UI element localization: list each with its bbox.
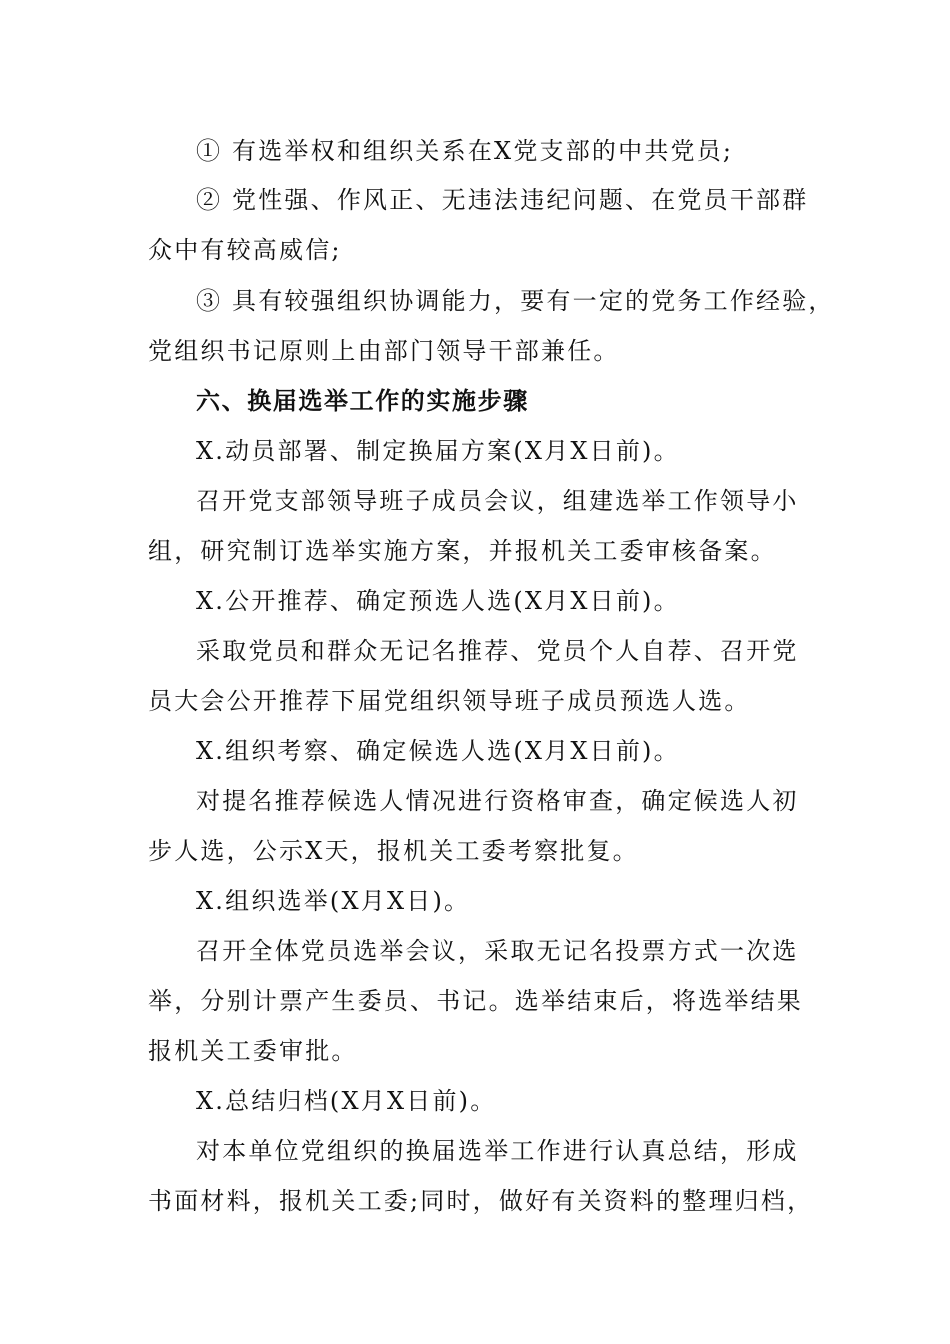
list-item-1: ① 有选举权和组织关系在X党支部的中共党员; — [196, 137, 734, 165]
step-3-title: X.组织考察、确定候选人选(X月X日前)。 — [196, 737, 680, 765]
step-5-text-line-2: 书面材料，报机关工委;同时，做好有关资料的整理归档， — [148, 1187, 814, 1215]
list-item-3-line-1: ③ 具有较强组织协调能力，要有一定的党务工作经验， — [196, 287, 835, 315]
step-4-text-line-3: 报机关工委审批。 — [148, 1037, 358, 1065]
list-item-2-line-1: ② 党性强、作风正、无违法违纪问题、在党员干部群 — [196, 186, 809, 214]
list-item-3-line-2: 党组织书记原则上由部门领导干部兼任。 — [148, 337, 620, 365]
step-5-title: X.总结归档(X月X日前)。 — [196, 1087, 497, 1115]
step-4-title: X.组织选举(X月X日)。 — [196, 887, 471, 915]
step-1-text-line-2: 组，研究制订选举实施方案，并报机关工委审核备案。 — [148, 537, 777, 565]
step-5-text-line-1: 对本单位党组织的换届选举工作进行认真总结，形成 — [196, 1137, 799, 1165]
step-1-title: X.动员部署、制定换届方案(X月X日前)。 — [196, 437, 680, 465]
step-3-text-line-1: 对提名推荐候选人情况进行资格审查，确定候选人初 — [196, 787, 799, 815]
step-4-text-line-2: 举，分别计票产生委员、书记。选举结束后，将选举结果 — [148, 987, 803, 1015]
section-heading: 六、换届选举工作的实施步骤 — [196, 386, 529, 415]
step-4-text-line-1: 召开全体党员选举会议，采取无记名投票方式一次选 — [196, 937, 799, 965]
step-2-title: X.公开推荐、确定预选人选(X月X日前)。 — [196, 587, 680, 615]
step-2-text-line-1: 采取党员和群众无记名推荐、党员个人自荐、召开党 — [196, 637, 799, 665]
step-3-text-line-2: 步人选，公示X天，报机关工委考察批复。 — [148, 837, 639, 865]
list-item-2-line-2: 众中有较高威信; — [148, 236, 342, 264]
step-2-text-line-2: 员大会公开推荐下届党组织领导班子成员预选人选。 — [148, 687, 751, 715]
step-1-text-line-1: 召开党支部领导班子成员会议，组建选举工作领导小 — [196, 487, 799, 515]
